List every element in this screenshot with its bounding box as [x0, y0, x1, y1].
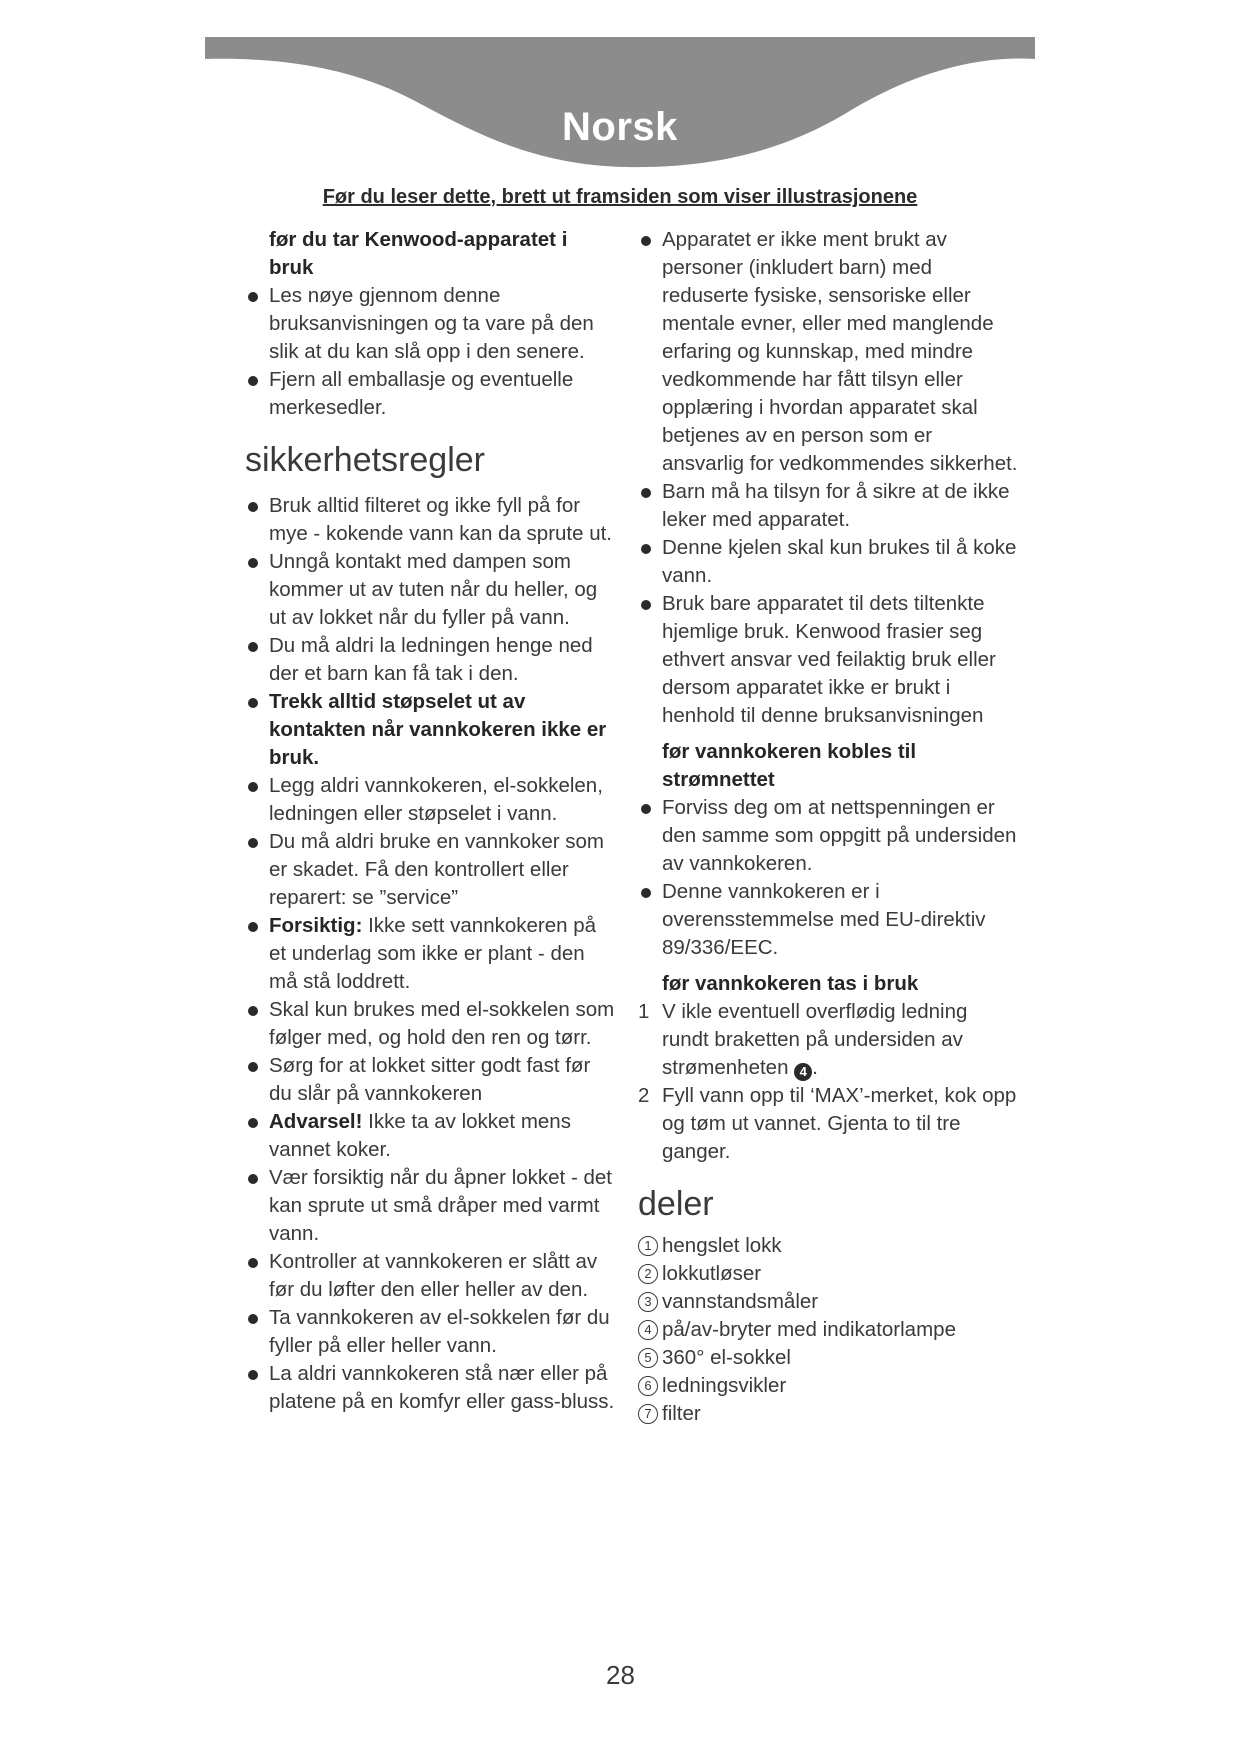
part-number: 5 [638, 1348, 658, 1368]
list-item: Forviss deg om at nettspenningen er den samme som oppgitt på undersiden av vannkokeren. [638, 794, 1018, 878]
list-item: Apparatet er ikke ment brukt av personer (inkludert barn) med reduserte fysiske, sensoriske eller mentale evner, eller med manglende erfaring og kunnskap, med mindre vedkommende har fått tilsyn eller opplæring i hvordan apparatet skal betjenes av en person som er ansvarlig for vedkommendes sikkerhet. [638, 226, 1018, 478]
part-item [638, 1232, 1018, 1260]
part-label: vannstandsmåler [662, 1290, 819, 1313]
list-item: Skal kun brukes med el-sokkelen som følger med, og hold den ren og tørr. [245, 996, 617, 1052]
list-item: Denne vannkokeren er i overensstemmelse med EU-direktiv 89/336/EEC. [638, 878, 1018, 962]
right-column [638, 226, 1018, 1428]
intro-instruction: Før du leser dette, brett ut framsiden som viser illustrasjonene [322, 186, 918, 208]
list-item: Legg aldri vannkokeren, el-sokkelen, ledningen eller støpselet i vann. [245, 772, 617, 828]
list-item: Fjern all emballasje og eventuelle merkesedler. [245, 366, 617, 422]
part-number: 7 [638, 1404, 658, 1424]
step-number: 1 [638, 1000, 650, 1023]
part-reference-badge: 4 [794, 1063, 812, 1081]
step-text: V ikle eventuell overflødig ledning rundt braketten på undersiden av strømenheten [662, 1000, 968, 1079]
before-use-list [245, 282, 617, 422]
parts-section-title: deler [638, 1185, 714, 1223]
step-tail: . [812, 1056, 818, 1079]
page-number: 28 [606, 1660, 635, 1690]
language-header-banner [205, 37, 1035, 187]
part-item [638, 1288, 1018, 1316]
list-item: Les nøye gjennom denne bruksanvisningen og ta vare på den slik at du kan slå opp i den senere. [245, 282, 617, 366]
list-item-emphasis: Trekk alltid støpselet ut av kontakten når vannkokeren ikke er bruk. [245, 688, 617, 772]
part-label: 360° el-sokkel [662, 1346, 791, 1369]
step-item [638, 1082, 1018, 1166]
list-item: Du må aldri la ledningen henge ned der et barn kan få tak i den. [245, 632, 617, 688]
part-label: filter [662, 1402, 701, 1425]
list-item: La aldri vannkokeren stå nær eller på platene på en komfyr eller gass-bluss. [245, 1360, 617, 1416]
part-item [638, 1400, 1018, 1428]
part-label: lokkutløser [662, 1262, 762, 1285]
before-use-heading: før du tar Kenwood-apparatet i bruk [269, 228, 568, 279]
part-item [638, 1316, 1018, 1344]
part-label: hengslet lokk [662, 1234, 782, 1257]
part-item [638, 1372, 1018, 1400]
warning-label: Advarsel! [269, 1110, 363, 1133]
list-item: Kontroller at vannkokeren er slått av før du løfter den eller heller av den. [245, 1248, 617, 1304]
step-number: 2 [638, 1084, 650, 1107]
part-number: 2 [638, 1264, 658, 1284]
mains-heading: før vannkokeren kobles til strømnettet [662, 740, 917, 791]
step-item [638, 998, 1018, 1082]
list-item: Barn må ha tilsyn for å sikre at de ikke leker med apparatet. [638, 478, 1018, 534]
warning-text: Ikke ta av lokket mens vannet koker. [269, 1110, 571, 1161]
safety-list-continued [638, 226, 1018, 730]
caution-label: Forsiktig: [269, 914, 363, 937]
list-item [245, 912, 617, 996]
mains-list [638, 794, 1018, 962]
first-use-steps [638, 998, 1018, 1166]
part-number: 1 [638, 1236, 658, 1256]
part-label: ledningsvikler [662, 1374, 787, 1397]
list-item [245, 1108, 617, 1164]
left-column [245, 226, 617, 1416]
list-item: Bruk bare apparatet til dets tiltenkte hjemlige bruk. Kenwood frasier seg ethvert ansvar ved feilaktig bruk eller dersom apparatet ikke er brukt i henhold til denne bruksanvisningen [638, 590, 1018, 730]
language-title: Norsk [562, 105, 678, 149]
part-number: 4 [638, 1320, 658, 1340]
safety-section-title: sikkerhetsregler [245, 441, 485, 479]
parts-list [638, 1232, 1018, 1428]
list-item: Unngå kontakt med dampen som kommer ut av tuten når du heller, og ut av lokket når du fyller på vann. [245, 548, 617, 632]
list-item: Denne kjelen skal kun brukes til å koke vann. [638, 534, 1018, 590]
list-item: Bruk alltid filteret og ikke fyll på for mye - kokende vann kan da sprute ut. [245, 492, 617, 548]
list-item: Du må aldri bruke en vannkoker som er skadet. Få den kontrollert eller reparert: se ”service” [245, 828, 617, 912]
part-number: 3 [638, 1292, 658, 1312]
part-number: 6 [638, 1376, 658, 1396]
list-item: Ta vannkokeren av el-sokkelen før du fyller på eller heller vann. [245, 1304, 617, 1360]
step-text: Fyll vann opp til ‘MAX’-merket, kok opp og tøm ut vannet. Gjenta to til tre ganger. [662, 1084, 1017, 1163]
first-use-heading: før vannkokeren tas i bruk [662, 972, 919, 995]
list-item: Sørg for at lokket sitter godt fast før du slår på vannkokeren [245, 1052, 617, 1108]
caution-text: Ikke sett vannkokeren på et underlag som ikke er plant - den må stå loddrett. [269, 914, 597, 993]
list-item: Vær forsiktig når du åpner lokket - det kan sprute ut små dråper med varmt vann. [245, 1164, 617, 1248]
safety-list [245, 492, 617, 1416]
part-item [638, 1344, 1018, 1372]
part-item [638, 1260, 1018, 1288]
part-label: på/av-bryter med indikatorlampe [662, 1318, 956, 1341]
